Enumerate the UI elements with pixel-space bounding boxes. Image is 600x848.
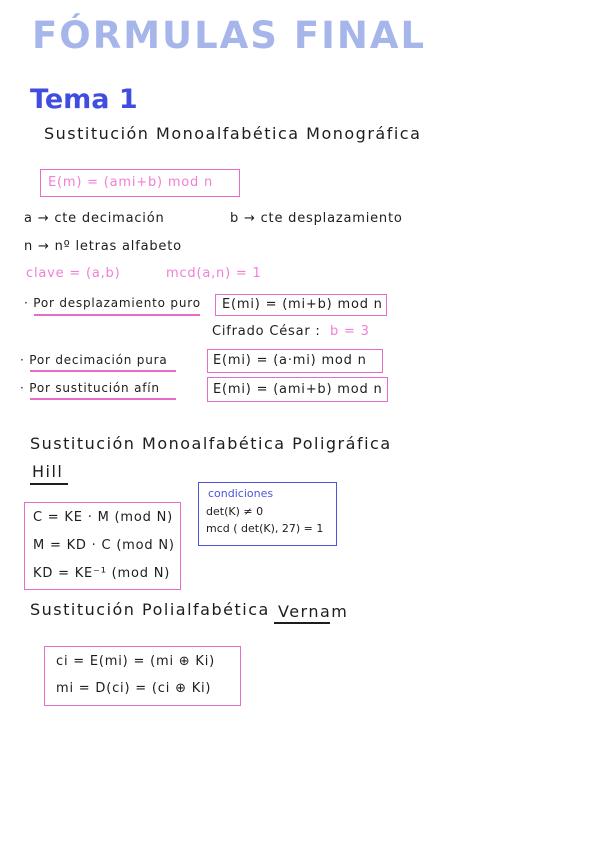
conditions-title: condiciones bbox=[208, 487, 274, 500]
vernam-label: Vernam bbox=[278, 602, 349, 621]
hill-label: Hill bbox=[32, 462, 64, 481]
vernam-underline bbox=[274, 622, 330, 624]
cesar-value: b = 3 bbox=[330, 324, 370, 339]
clave-text: clave = (a,b) bbox=[26, 266, 121, 281]
condition-det: det(K) ≠ 0 bbox=[206, 505, 264, 518]
vernam-formula-encrypt: ci = E(mi) = (mi ⊕ Ki) bbox=[56, 654, 216, 669]
cesar-label: Cifrado César : bbox=[212, 324, 321, 339]
page-title: FÓRMULAS FINAL bbox=[32, 14, 427, 57]
hill-formula-c: C = KE · M (mod N) bbox=[33, 510, 173, 525]
heading-polialfabetica: Sustitución Polialfabética bbox=[30, 600, 270, 619]
formula-desplazamiento: E(mi) = (mi+b) mod n bbox=[222, 297, 383, 312]
item-underline-decimacion bbox=[30, 370, 176, 372]
formula-afin: E(mi) = (ami+b) mod n bbox=[213, 382, 383, 397]
item-label-decimacion: · Por decimación pura bbox=[20, 353, 168, 367]
condition-mcd: mcd ( det(K), 27) = 1 bbox=[206, 522, 324, 535]
mcd-condition: mcd(a,n) = 1 bbox=[166, 266, 262, 281]
hill-formula-kd: KD = KE⁻¹ (mod N) bbox=[33, 566, 171, 581]
heading-mono-monografica: Sustitución Monoalfabética Monográfica bbox=[44, 124, 422, 143]
item-label-desplazamiento: · Por desplazamiento puro bbox=[24, 296, 201, 310]
item-underline-afin bbox=[30, 398, 176, 400]
definition-a: a → cte decimación bbox=[24, 211, 165, 226]
hill-underline bbox=[30, 483, 68, 485]
hill-formula-m: M = KD · C (mod N) bbox=[33, 538, 175, 553]
heading-mono-poligrafica: Sustitución Monoalfabética Poligráfica bbox=[30, 434, 392, 453]
definition-n: n → nº letras alfabeto bbox=[24, 239, 182, 254]
section-title-tema-1: Tema 1 bbox=[30, 84, 138, 115]
item-underline-desplazamiento bbox=[34, 314, 200, 316]
formula-decimacion: E(mi) = (a·mi) mod n bbox=[213, 353, 367, 368]
item-label-afin: · Por sustitución afín bbox=[20, 381, 160, 395]
formula-general: E(m) = (ami+b) mod n bbox=[48, 175, 214, 190]
definition-b: b → cte desplazamiento bbox=[230, 211, 403, 226]
vernam-formula-decrypt: mi = D(ci) = (ci ⊕ Ki) bbox=[56, 681, 212, 696]
